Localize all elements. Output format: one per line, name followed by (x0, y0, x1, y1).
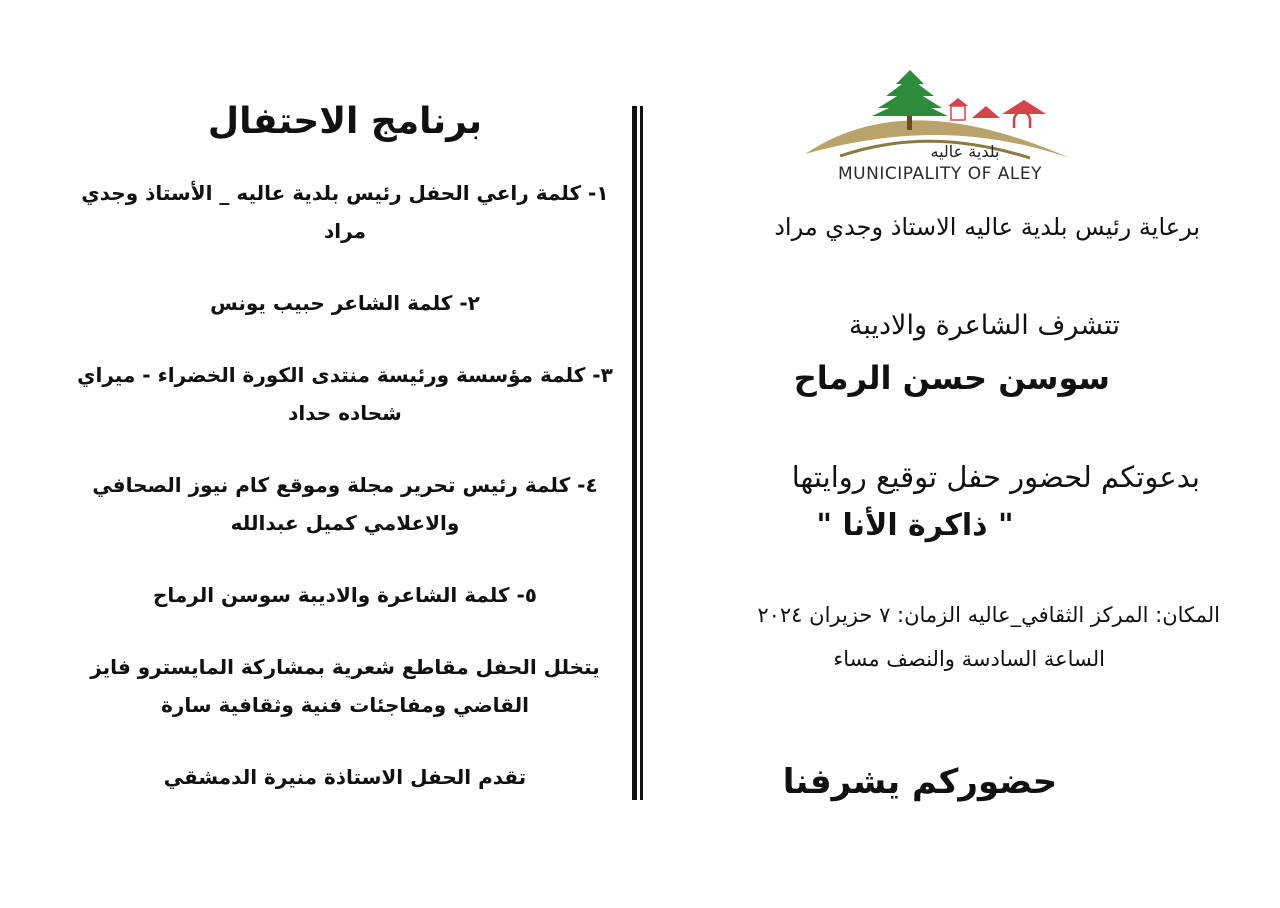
event-time-line: الساعة السادسة والنصف مساء (833, 647, 1105, 671)
municipality-logo (800, 66, 1080, 196)
program-item-2: ٢- كلمة الشاعر حبيب يونس (210, 291, 480, 315)
host-line: تتشرف الشاعرة والاديبة (848, 310, 1120, 341)
program-item-3: ٣- كلمة مؤسسة ورئيسة منتدى الكورة الخضراء - ميراي شحاده حداد (77, 363, 613, 425)
program-item-5: ٥- كلمة الشاعرة والاديبة سوسن الرماح (152, 583, 538, 607)
host-name: سوسن حسن الرماح (793, 359, 1110, 397)
closing-line: حضوركم يشرفنا (782, 762, 1058, 802)
patronage-line: برعاية رئيس بلدية عاليه الاستاذ وجدي مراد (774, 213, 1200, 241)
invitation-line: بدعوتكم لحضور حفل توقيع روايتها (791, 460, 1200, 494)
logo-english-text: MUNICIPALITY OF ALEY (838, 164, 1042, 184)
program-title: برنامج الاحتفال (207, 101, 483, 142)
program-item-1: ١- كلمة راعي الحفل رئيس بلدية عاليه _ الأستاذ وجدي مراد (81, 181, 609, 243)
program-note: يتخلل الحفل مقاطع شعرية بمشاركة المايسترو فايز القاضي ومفاجئات فنية وثقافية سارة (90, 655, 600, 717)
logo-arabic-text: بلدية عاليه (930, 142, 1000, 161)
program-presenter: تقدم الحفل الاستاذة منيرة الدمشقي (163, 765, 527, 789)
venue-date-line: المكان: المركز الثقافي_عاليه الزمان: ٧ حزيران ٢٠٢٤ (757, 603, 1220, 627)
column-divider (632, 106, 644, 800)
book-title: " ذاكرة الأنا " (816, 508, 1014, 543)
program-item-4: ٤- كلمة رئيس تحرير مجلة وموقع كام نيوز الصحافي والاعلامي كميل عبدالله (92, 473, 598, 535)
program-section (60, 100, 630, 830)
